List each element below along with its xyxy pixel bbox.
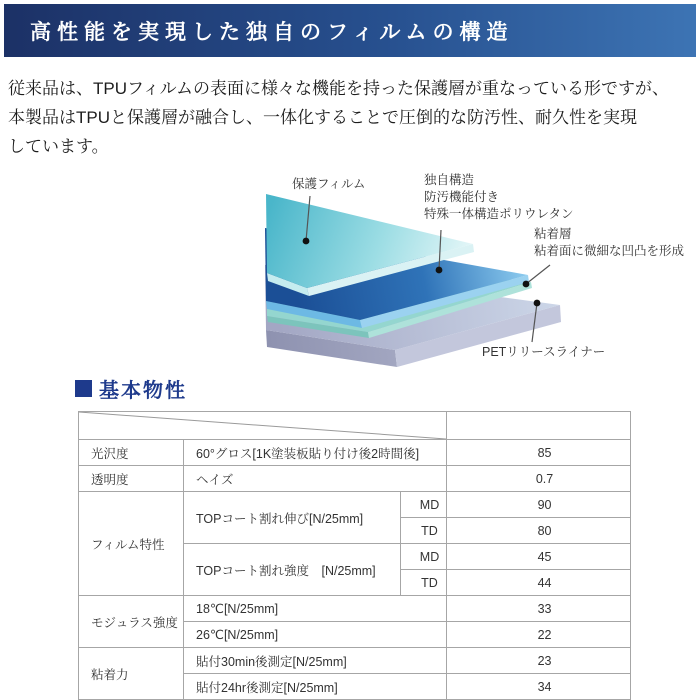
row-direction: MD: [401, 544, 447, 570]
row-category: モジュラス強度: [79, 596, 184, 648]
label-unique-structure: [424, 172, 574, 223]
label-line: 粘着層: [534, 227, 572, 241]
row-property: ヘイズ: [184, 466, 447, 492]
label-line: 防汚機能付き: [424, 190, 500, 204]
row-property: 60°グロス[1K塗装板貼り付け後2時間後]: [184, 440, 447, 466]
row-value: 0.7: [447, 466, 631, 492]
label-line: 特殊一体構造ポリウレタン: [424, 207, 574, 221]
table-row: [79, 440, 631, 466]
section-bullet-icon: [75, 380, 92, 397]
table-row: [79, 648, 631, 674]
row-value: 33: [447, 596, 631, 622]
intro-line: 従来品は、TPUフィルムの表面に様々な機能を持った保護層が重なっている形ですが、: [8, 79, 669, 98]
row-direction: TD: [401, 570, 447, 596]
row-value: 22: [447, 622, 631, 648]
label-adhesive: [534, 226, 684, 260]
table-row: [79, 596, 631, 622]
row-property: TOPコート割れ伸び[N/25mm]: [184, 492, 401, 544]
product-column-header: ECHELON Headlight PPF: [447, 412, 631, 440]
intro-line: 本製品はTPUと保護層が融合し、一体化することで圧倒的な防汚性、耐久性を実現: [8, 108, 637, 127]
row-value: 45: [447, 544, 631, 570]
row-value: 34: [447, 674, 631, 700]
row-direction: MD: [401, 492, 447, 518]
label-line: 粘着面に微細な凹凸を形成: [534, 244, 685, 258]
section-heading: [75, 374, 187, 403]
label-release-liner: PETリリースライナー: [482, 345, 606, 359]
film-structure-diagram: [0, 168, 700, 376]
intro-paragraph: [8, 74, 696, 161]
row-category: 粘着力: [79, 648, 184, 700]
row-category: 透明度: [79, 466, 184, 492]
row-direction: TD: [401, 518, 447, 544]
table-row: [79, 492, 631, 518]
row-property: TOPコート割れ強度 [N/25mm]: [184, 544, 401, 596]
row-property: 26℃[N/25mm]: [184, 622, 447, 648]
table-header-row: [79, 412, 631, 440]
page-title: 高性能を実現した独自のフィルムの構造: [30, 18, 514, 44]
properties-table: [78, 411, 631, 700]
row-value: 23: [447, 648, 631, 674]
diagonal-line: [79, 412, 446, 439]
row-category: フィルム特性: [79, 492, 184, 596]
intro-line: しています。: [8, 137, 109, 156]
row-property: 貼付30min後測定[N/25mm]: [184, 648, 447, 674]
row-property: 貼付24hr後測定[N/25mm]: [184, 674, 447, 700]
title-banner: [4, 4, 696, 57]
table-row: [79, 466, 631, 492]
diagonal-header-cell: [79, 412, 447, 440]
row-value: 85: [447, 440, 631, 466]
row-value: 80: [447, 518, 631, 544]
row-category: 光沢度: [79, 440, 184, 466]
row-property: 18℃[N/25mm]: [184, 596, 447, 622]
row-value: 44: [447, 570, 631, 596]
section-title: 基本物性: [99, 380, 187, 402]
label-protective-film: 保護フィルム: [292, 177, 366, 191]
row-value: 90: [447, 492, 631, 518]
label-line: 独自構造: [424, 173, 475, 187]
